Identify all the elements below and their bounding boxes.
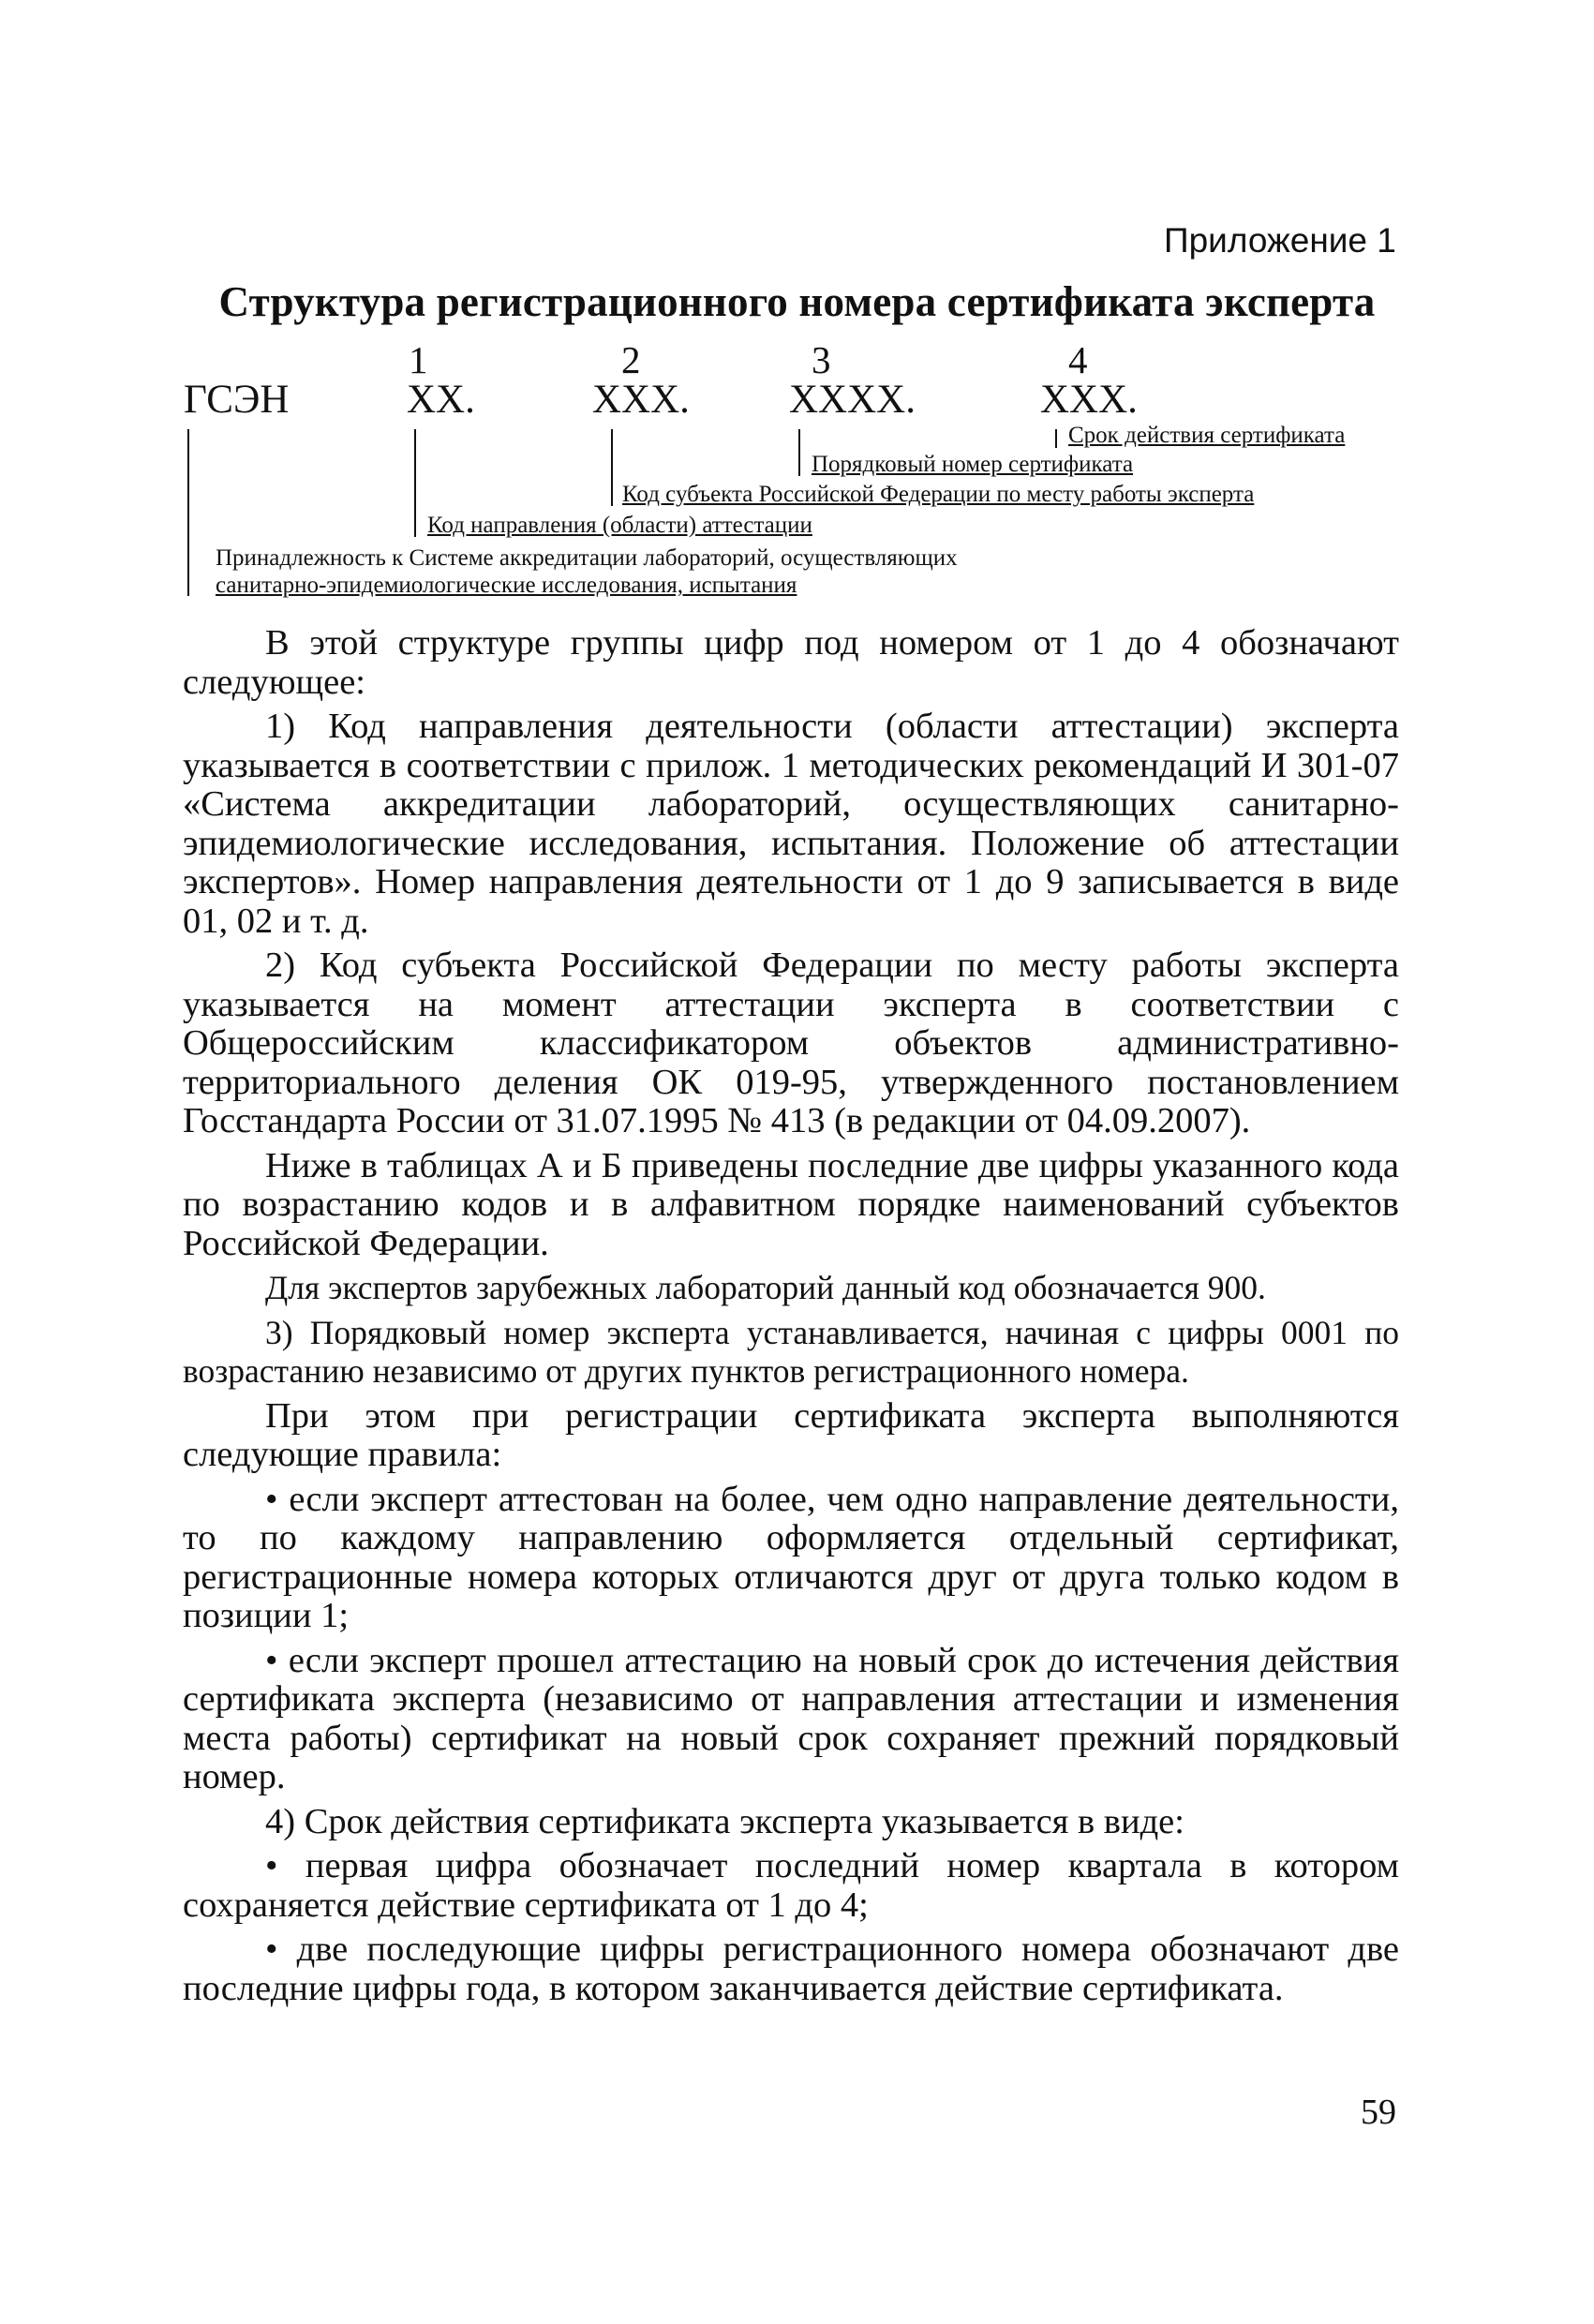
code-group-4: ХХХ. (1040, 378, 1138, 422)
bracket-line-group-2 (611, 429, 613, 506)
paragraph-item-1: 1) Код направления деятельности (области аттестации) эксперта указывается в соответствии с прилож. 1 методических рекомендаций И 301-07 «Система аккредитации лабораторий, осуществляющих санитарно-эпидемиологические исследования, испытания. Положение об аттестации экспертов». Номер направления деятельности от 1 до 9 записывается в виде 01, 02 и т. д. (183, 707, 1399, 941)
code-prefix: ГСЭН (184, 378, 290, 422)
page-number: 59 (1361, 2093, 1396, 2132)
paragraph-item-3: 3) Порядковый номер эксперта устанавливается, начиная с цифры 0001 по возрастанию независимо от других пунктов регистрационного номера. (183, 1313, 1399, 1390)
paragraph-tables-note: Ниже в таблицах А и Б приведены последние две цифры указанного кода по возрастанию кодов и в алфавитном порядке наименований субъектов Российской Федерации. (183, 1145, 1399, 1263)
bracket-line-group-1 (414, 429, 416, 537)
paragraph-intro: В этой структуре группы цифр под номером от 1 до 4 обозначают следующее: (183, 623, 1399, 702)
bullet-rule-1: • если эксперт аттестован на более, чем одно направление деятельности, то по каждому направлению оформляется отдельный сертификат, регистрационные номера которых отличаются друг от друга только кодом в позиции 1; (183, 1481, 1399, 1636)
position-number-4: 4 (1068, 338, 1088, 381)
annotation-system-line-2: санитарно-эпидемиологические исследования, испытания (216, 573, 797, 598)
bracket-line-prefix (187, 429, 189, 596)
code-group-3: ХХХХ. (789, 378, 916, 422)
annotation-region: Код субъекта Российской Федерации по месту работы эксперта (622, 482, 1255, 507)
page-title: Структура регистрационного номера сертификата эксперта (218, 278, 1376, 325)
paragraph-item-2: 2) Код субъекта Российской Федерации по месту работы эксперта указывается на момент аттестации эксперта в соответствии с Общероссийским классификатором объектов административно-территориального деления ОК 019-95, утвержденного постановлением Госстандарта России от 31.07.1995 № 413 (в редакции от 04.09.2007). (183, 946, 1399, 1140)
paragraph-item-4: 4) Срок действия сертификата эксперта указывается в виде: (265, 1801, 1184, 1841)
code-group-2: ХХХ. (592, 378, 690, 422)
position-number-2: 2 (621, 338, 641, 381)
position-number-1: 1 (409, 338, 428, 381)
bullet-rule-2: • если эксперт прошел аттестацию на новый срок до истечения действия сертификата эксперта (независимо от направления аттестации и изменения места работы) сертификат на новый срок сохраняет прежний порядковый номер. (183, 1642, 1399, 1797)
bracket-line-group-4 (1055, 429, 1057, 448)
paragraph-rules-intro: При этом при регистрации сертификата эксперта выполняются следующие правила: (183, 1395, 1399, 1474)
annex-label: Приложение 1 (1164, 221, 1396, 260)
bracket-line-group-3 (798, 429, 800, 476)
annotation-serial: Порядковый номер сертификата (812, 452, 1134, 477)
position-number-3: 3 (812, 338, 831, 381)
annotation-direction: Код направления (области) аттестации (427, 513, 812, 538)
bullet-validity-2: • две последующие цифры регистрационного номера обозначают две последние цифры года, в котором заканчивается действие сертификата. (183, 1930, 1399, 2008)
annotation-validity: Срок действия сертификата (1068, 423, 1346, 448)
annotation-system-line-1: Принадлежность к Системе аккредитации лабораторий, осуществляющих (216, 545, 958, 571)
bullet-validity-1: • первая цифра обозначает последний номер квартала в котором сохраняется действие сертификата от 1 до 4; (183, 1847, 1399, 1925)
body-text (183, 624, 1399, 2008)
code-group-1: ХХ. (407, 378, 475, 422)
paragraph-foreign-labs: Для экспертов зарубежных лабораторий данный код обозначается 900. (265, 1269, 1266, 1306)
